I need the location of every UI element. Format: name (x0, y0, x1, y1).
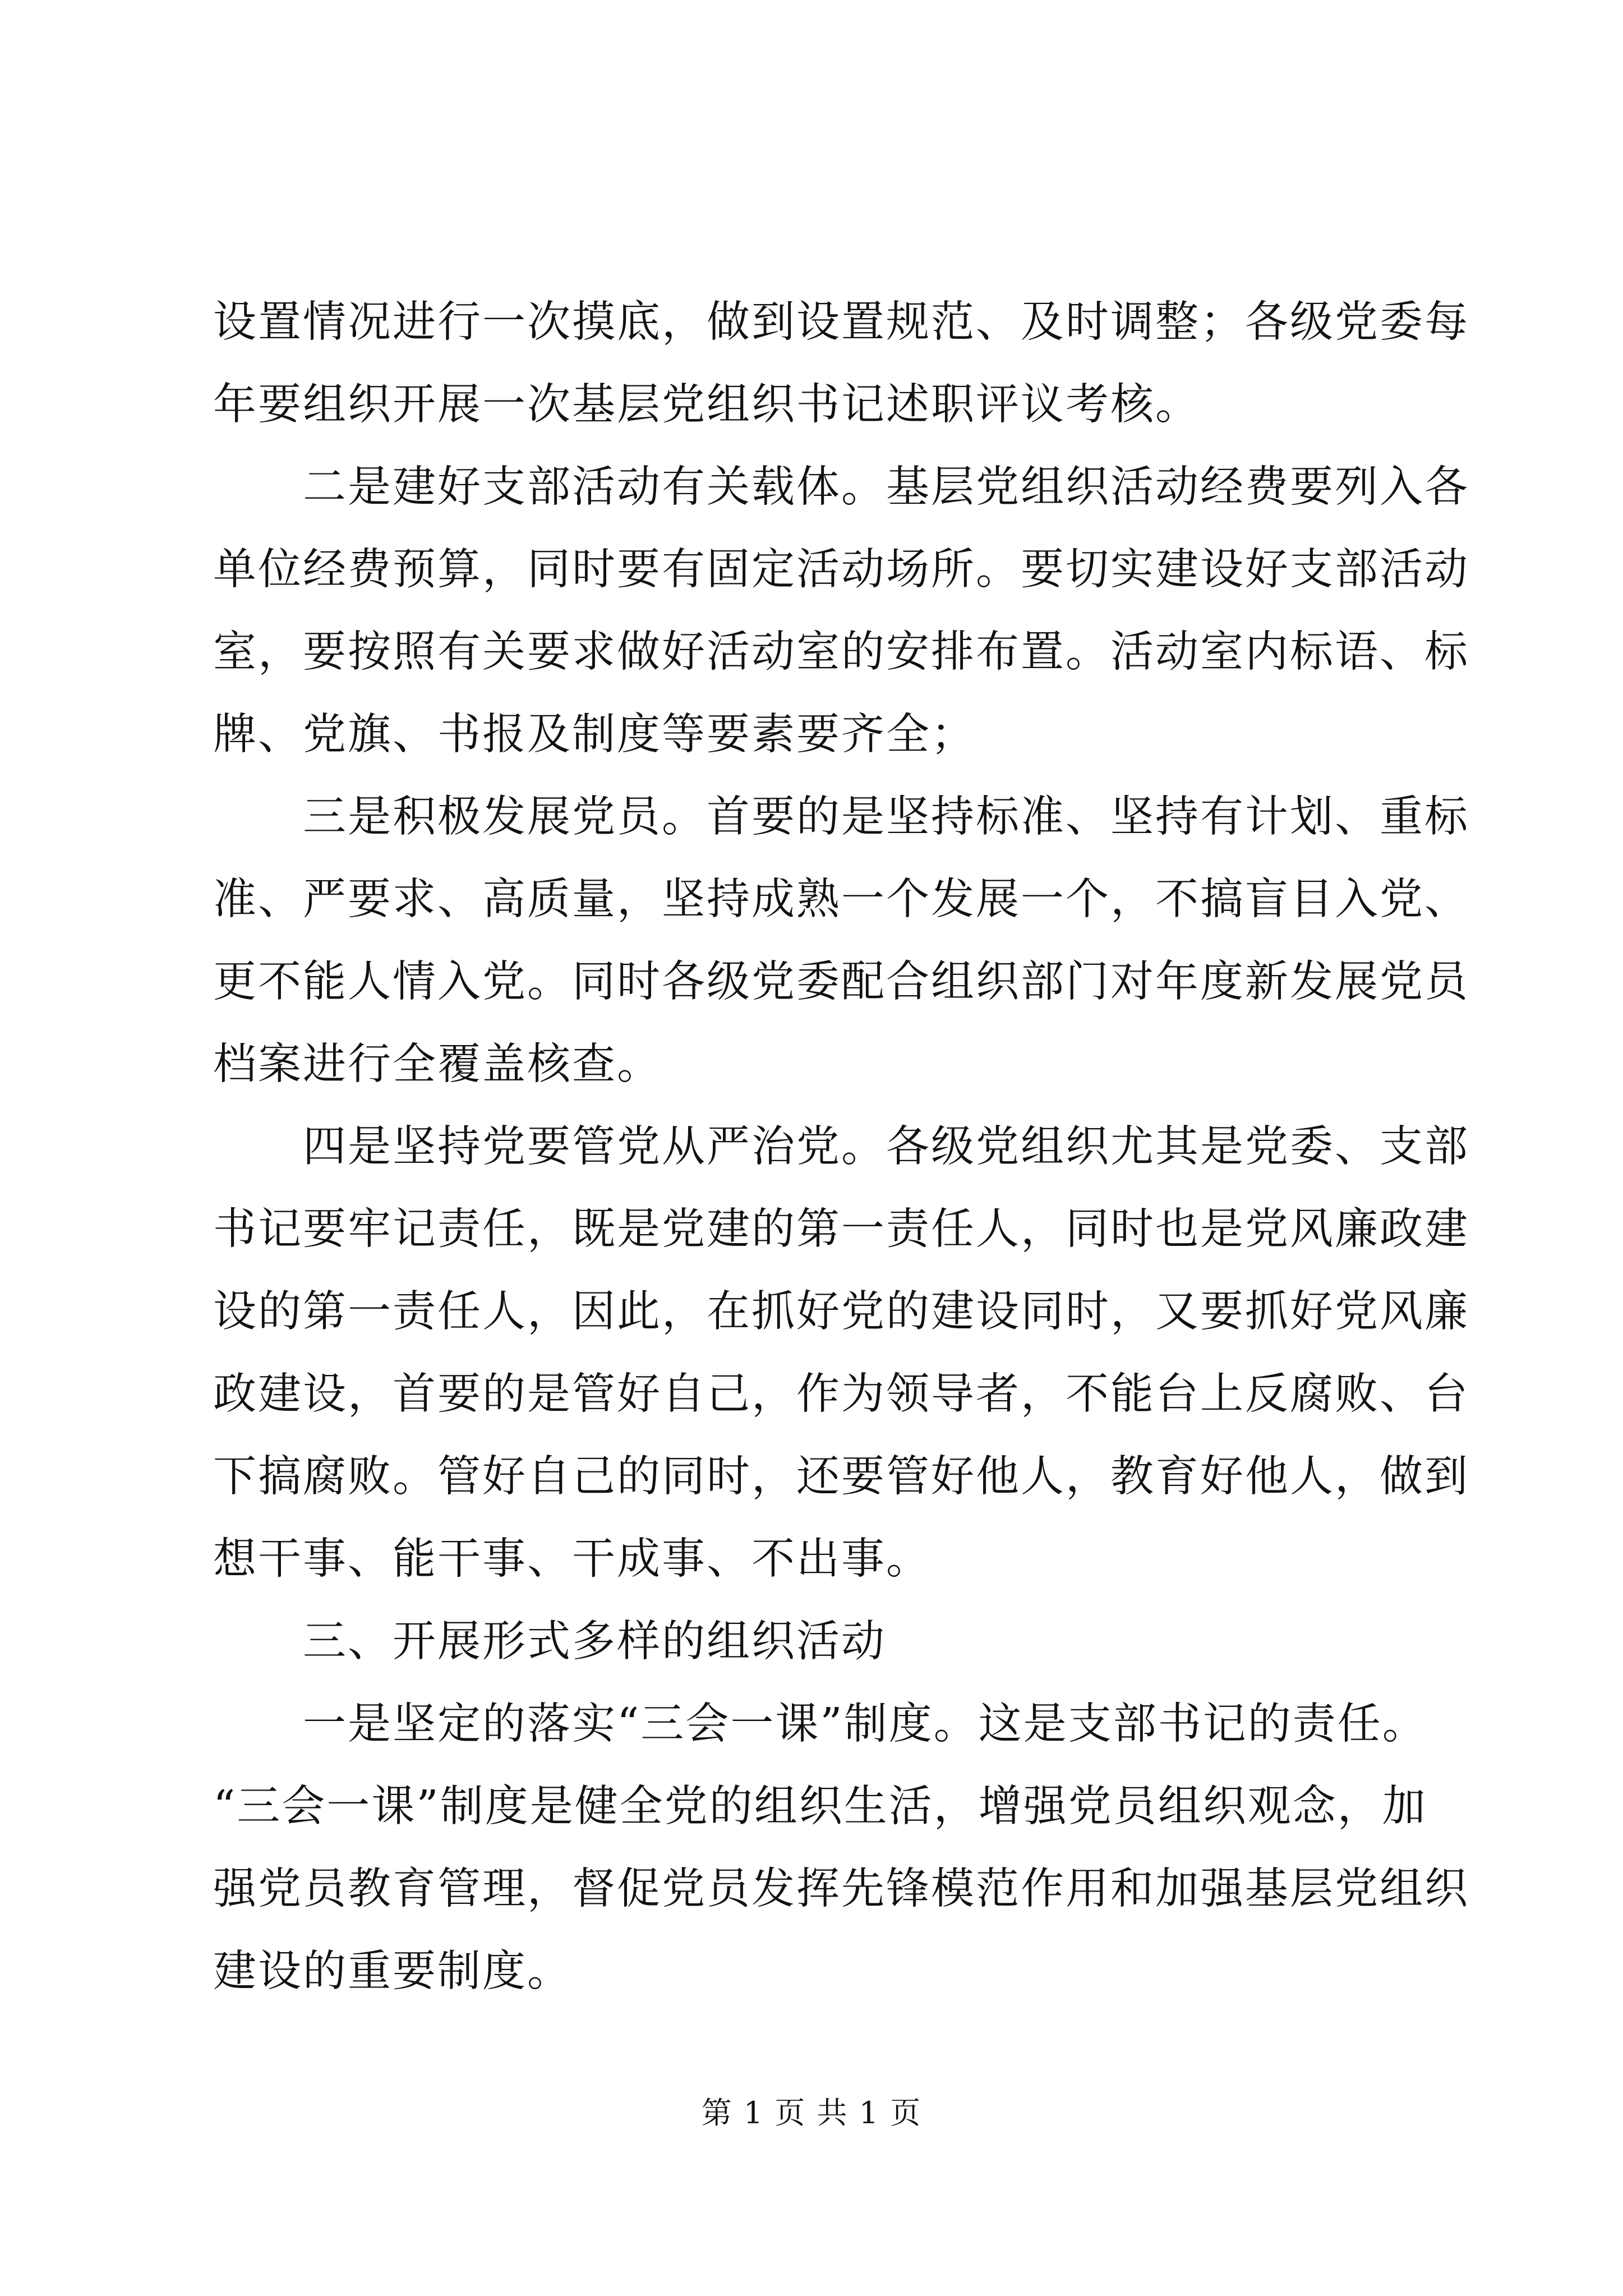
text-line: 室，要按照有关要求做好活动室的安排布置。活动室内标语、标 (213, 627, 1469, 677)
text-line: 四是坚持党要管党从严治党。各级党组织尤其是党委、支部 (213, 1122, 1469, 1172)
text-line: 更不能人情入党。同时各级党委配合组织部门对年度新发展党员 (213, 957, 1469, 1007)
text-line: 想干事、能干事、干成事、不出事。 (213, 1534, 931, 1584)
page-number-footer: 第 1 页 共 1 页 (701, 2095, 922, 2131)
text-line: 三是积极发展党员。首要的是坚持标准、坚持有计划、重标 (213, 792, 1469, 842)
text-line: “三会一课”制度是健全党的组织生活，增强党员组织观念，加 (213, 1782, 1427, 1832)
text-line: 书记要牢记责任，既是党建的第一责任人，同时也是党风廉政建 (213, 1204, 1469, 1254)
text-line: 下搞腐败。管好自己的同时，还要管好他人，教育好他人，做到 (213, 1452, 1469, 1502)
text-line: 设置情况进行一次摸底，做到设置规范、及时调整；各级党委每 (213, 297, 1469, 347)
text-line: 牌、党旗、书报及制度等要素要齐全； (213, 710, 976, 760)
text-line: 二是建好支部活动有关载体。基层党组织活动经费要列入各 (213, 462, 1469, 512)
section-heading: 三、开展形式多样的组织活动 (213, 1617, 886, 1667)
text-line: 一是坚定的落实“三会一课”制度。这是支部书记的责任。 (213, 1699, 1427, 1749)
text-line: 政建设，首要的是管好自己，作为领导者，不能台上反腐败、台 (213, 1369, 1469, 1419)
text-line: 建设的重要制度。 (213, 1947, 572, 1996)
text-line: 年要组织开展一次基层党组织书记述职评议考核。 (213, 380, 1200, 430)
text-line: 强党员教育管理，督促党员发挥先锋模范作用和加强基层党组织 (213, 1864, 1469, 1914)
text-line: 准、严要求、高质量，坚持成熟一个发展一个，不搞盲目入党、 (213, 875, 1469, 924)
text-line: 单位经费预算，同时要有固定活动场所。要切实建设好支部活动 (213, 545, 1469, 595)
text-line: 档案进行全覆盖核查。 (213, 1039, 662, 1089)
text-line: 设的第一责任人，因此，在抓好党的建设同时，又要抓好党风廉 (213, 1287, 1469, 1337)
